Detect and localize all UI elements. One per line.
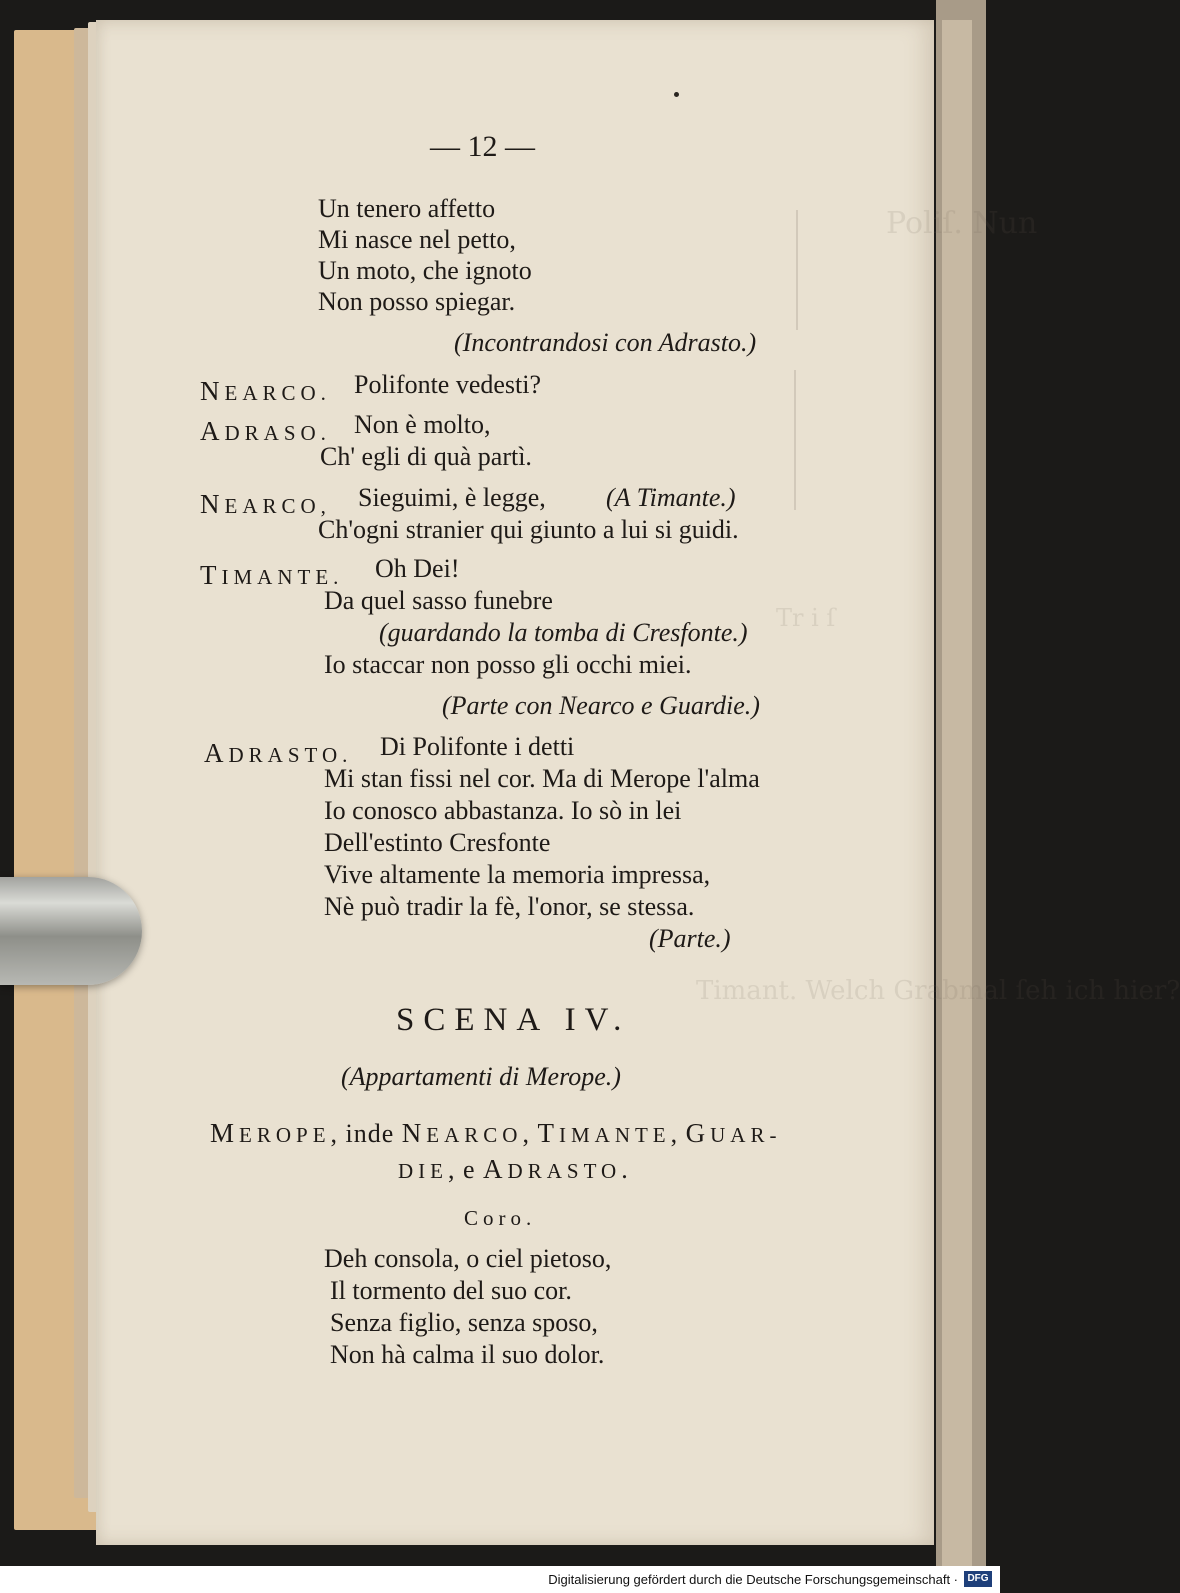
- show-through-brace: [784, 370, 796, 510]
- stage-direction: (guardando la tomba di Cresfonte.): [379, 618, 748, 647]
- dialogue-line: Mi stan fissi nel cor. Ma di Merope l'alma: [324, 764, 760, 793]
- verse-line: Un moto, che ignoto: [318, 256, 532, 285]
- show-through-brace: [786, 210, 798, 330]
- speaker-name: ADRASO.: [200, 416, 331, 446]
- stage-direction: (Parte.): [649, 924, 731, 953]
- dialogue-line: Ch'ogni stranier qui giunto a lui si guidi.: [318, 515, 739, 544]
- character-list-line: DIE, e ADRASTO.: [398, 1154, 629, 1184]
- dfg-logo: DFG: [964, 1571, 992, 1587]
- verse-line: Il tormento del suo cor.: [330, 1276, 572, 1305]
- glass-page-weight: [0, 877, 142, 985]
- verse-line: Mi nasce nel petto,: [318, 225, 516, 254]
- speaker-name: NEARCO.: [200, 376, 331, 406]
- character-list-line: MEROPE, inde NEARCO, TIMANTE, GUAR-: [210, 1118, 782, 1148]
- chorus-label: Coro.: [464, 1206, 537, 1230]
- speaker-name: TIMANTE.: [200, 560, 344, 590]
- dialogue-line: Polifonte vedesti?: [354, 370, 542, 399]
- show-through-text: Timant. Welch Grabmal ſeh ich hier?: [696, 976, 1180, 1006]
- dialogue-line: Nè può tradir la fè, l'onor, se stessa.: [324, 892, 695, 921]
- stage-direction: (A Timante.): [606, 483, 736, 512]
- page-number: — 12 —: [430, 130, 535, 163]
- dialogue-line: Io conosco abbastanza. Io sò in lei: [324, 796, 682, 825]
- dialogue-line: Io staccar non posso gli occhi miei.: [324, 650, 692, 679]
- footer-bar: [0, 1566, 1000, 1593]
- dialogue-line: Ch' egli di quà partì.: [320, 442, 532, 471]
- speaker-name: NEARCO,: [200, 489, 331, 519]
- verse-line: Un tenero affetto: [318, 194, 496, 223]
- book-page: [96, 20, 1180, 1545]
- dialogue-line: Di Polifonte i detti: [380, 732, 575, 761]
- dialogue-line: Vive altamente la memoria impressa,: [324, 860, 711, 889]
- ink-spot: [674, 92, 679, 97]
- speaker-name: ADRASTO.: [204, 738, 353, 768]
- stage-direction: (Incontrandosi con Adrasto.): [454, 328, 757, 357]
- scene-setting: (Appartamenti di Merope.): [341, 1062, 621, 1091]
- stage-direction: (Parte con Nearco e Guardie.): [442, 691, 760, 720]
- dialogue-line: Oh Dei!: [375, 554, 460, 583]
- show-through-text: Tr i ſ: [776, 604, 836, 632]
- dialogue-line: Dell'estinto Cresfonte: [324, 828, 551, 857]
- scene-heading: SCENA IV.: [396, 1002, 631, 1038]
- verse-line: Senza figlio, senza sposo,: [330, 1308, 598, 1337]
- funding-note: Digitalisierung gefördert durch die Deutsche Forschungsgemeinschaft ·: [548, 1572, 958, 1587]
- dialogue-line: Da quel sasso funebre: [324, 586, 553, 615]
- verse-line: Non posso spiegar.: [318, 287, 516, 316]
- verse-line: Non hà calma il suo dolor.: [330, 1340, 605, 1369]
- dialogue-line: Sieguimi, è legge,: [358, 483, 546, 512]
- dialogue-line: Non è molto,: [354, 410, 491, 439]
- show-through-text: Poliſ. Nun: [886, 206, 1038, 241]
- verse-line: Deh consola, o ciel pietoso,: [324, 1244, 612, 1273]
